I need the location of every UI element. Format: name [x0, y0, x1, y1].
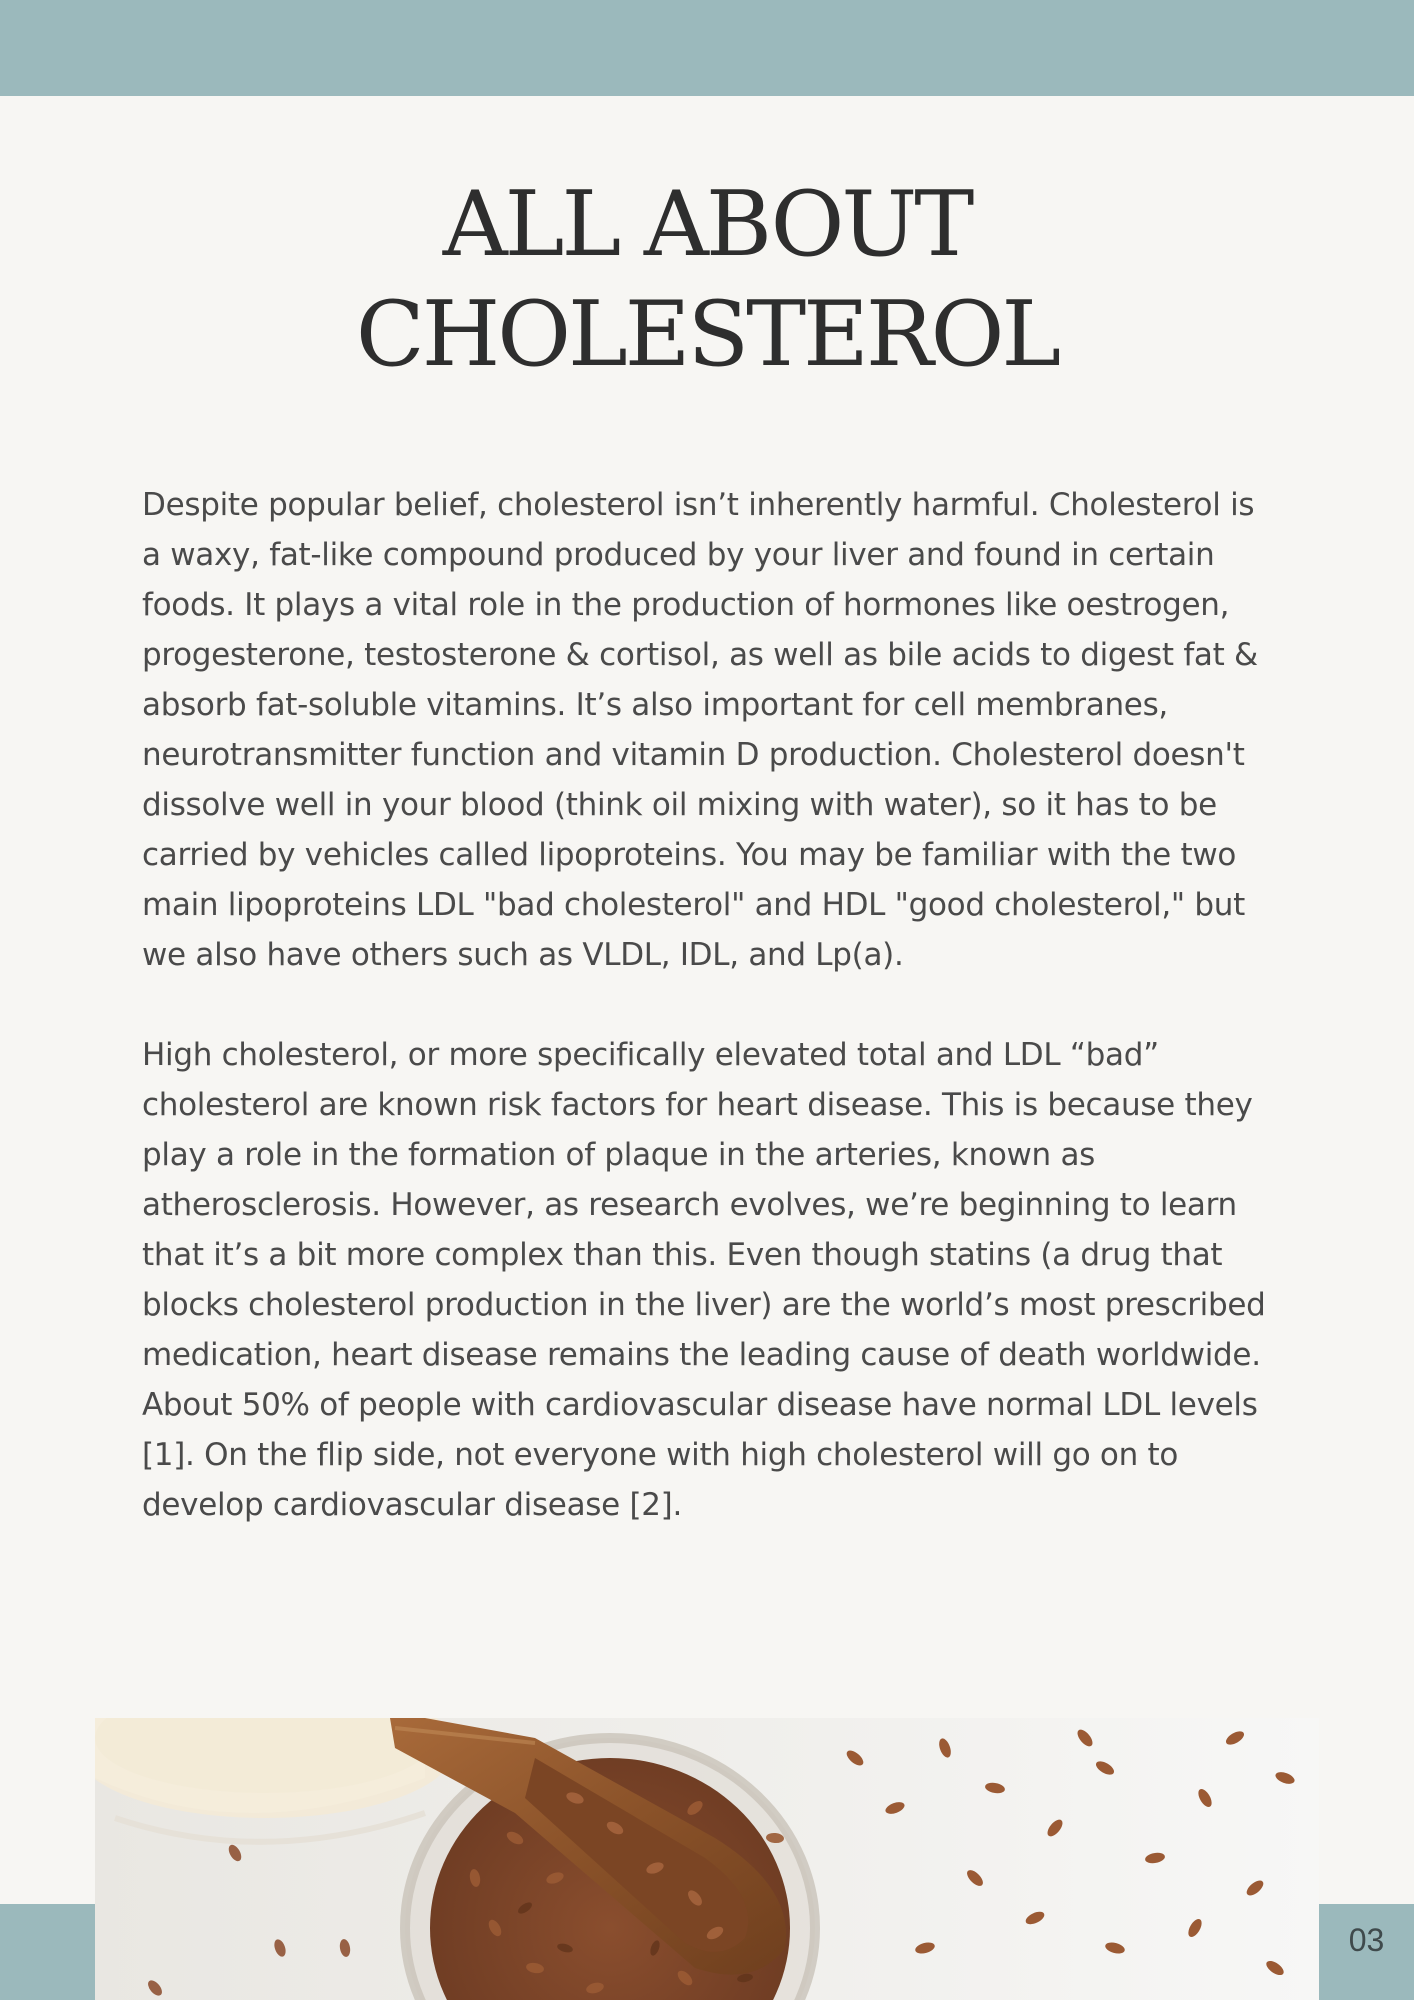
article-body	[142, 480, 1272, 1530]
paragraph-risk: High cholesterol, or more specifically elevated total and LDL “bad” cholesterol are known risk factors for heart disease. This is because they play a role in the formation of plaque in the arteries, known as atherosclerosis. However, as research evolves, we’re beginning to learn that it’s a bit more complex than this. Even though statins (a drug that blocks cholesterol production in the liver) are the world’s most prescribed medication, heart disease remains the leading cause of death worldwide. About 50% of people with cardiovascular disease have normal LDL levels [1]. On the flip side, not everyone with high cholesterol will go on to develop cardiovascular disease [2].	[142, 1037, 1266, 1523]
paragraph-intro: Despite popular belief, cholesterol isn’t inherently harmful. Cholesterol is a waxy, fat-like compound produced by your liver and found in certain foods. It plays a vital role in the production of hormones like oestrogen, progesterone, testosterone & cortisol, as well as bile acids to digest fat & absorb fat-soluble vitamins. It’s also important for cell membranes, neurotransmitter function and vitamin D production. Cholesterol doesn't dissolve well in your blood (think oil mixing with water), so it has to be carried by vehicles called lipoproteins. You may be familiar with the two main lipoproteins LDL "bad cholesterol" and HDL "good cholesterol," but we also have others such as VLDL, IDL, and Lp(a).	[142, 487, 1258, 973]
flaxseed-photo	[95, 1718, 1319, 2000]
title-line-1: ALL ABOUT	[442, 172, 972, 277]
page-title	[0, 170, 1414, 390]
flaxseed-jar-illustration	[95, 1718, 1319, 2000]
title-line-2: CHOLESTEROL	[355, 282, 1059, 387]
page-number: 03	[1348, 1922, 1385, 1958]
header-band	[0, 0, 1414, 96]
